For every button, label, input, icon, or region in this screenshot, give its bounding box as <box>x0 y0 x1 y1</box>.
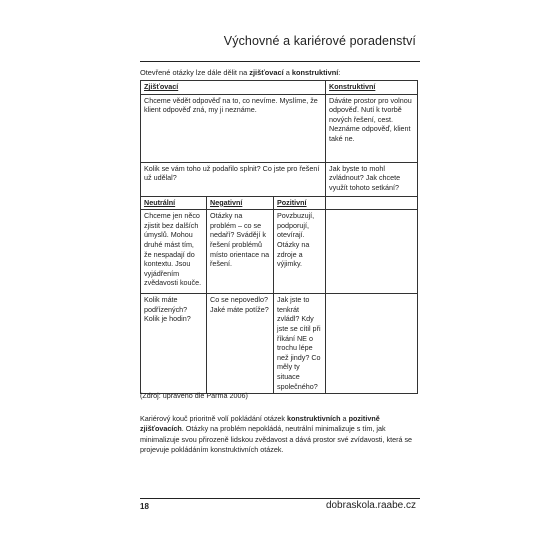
header-rule <box>140 61 420 62</box>
para-text-1: Kariérový kouč prioritně volí pokládání otázek <box>140 414 288 423</box>
table-subheader-row <box>141 196 418 210</box>
intro-term-konstruktivni: konstruktivní <box>291 68 339 77</box>
para-text-2: a <box>340 414 349 423</box>
empty-cell <box>326 196 418 210</box>
cell-neutralni-description: Chceme jen něco zjistit bez dalších úmyslů. Mohou druhé mást tím, že nespadají do kontextu. Jsou vyjádřením zvědavosti kouče. <box>141 210 207 294</box>
table-header-row <box>141 81 418 95</box>
header-konstruktivni: Konstruktivní <box>326 81 418 95</box>
subheader-pozitivni: Pozitivní <box>274 196 326 210</box>
intro-prefix: Otevřené otázky lze dále dělit na <box>140 68 250 77</box>
cell-neutralni-examples: Kolik máte podřízených? Kolik je hodin? <box>141 294 207 394</box>
cell-negativni-description: Otázky na problém – co se nedaří? Svádějí k řešení problémů místo orientace na řešení. <box>207 210 274 294</box>
para-bold-konstruktivnich: konstruktivních <box>287 414 341 423</box>
subheader-neutralni: Neutrální <box>141 196 207 210</box>
intro-term-zjistovaci: zjišťovací <box>249 68 284 77</box>
source-note: (Zdroj: upraveno dle Parma 2006) <box>140 391 248 400</box>
subheader-negativni: Negativní <box>207 196 274 210</box>
cell-zjistovaci-description: Chceme vědět odpověď na to, co nevíme. Myslíme, že klient odpověď zná, my ji neznáme. <box>141 94 326 162</box>
footer-site-url: dobraskola.raabe.cz <box>325 500 416 511</box>
intro-suffix: : <box>338 68 341 77</box>
cell-konstruktivni-examples: Jak byste to mohl zvládnout? Jak chcete využít tohoto setkání? <box>326 162 418 196</box>
para-bold-pozitivne-zjistovacich: pozitivně zjišťovacích <box>140 414 380 434</box>
page-number: 18 <box>140 502 149 511</box>
table-row <box>141 94 418 162</box>
intro-middle: a <box>283 68 292 77</box>
cell-zjistovaci-examples: Kolik se vám toho už podařilo splnit? Co jste pro řešení už udělal? <box>141 162 326 196</box>
cell-negativni-examples: Co se nepovedlo? Jaké máte potíže? <box>207 294 274 394</box>
cell-pozitivni-examples: Jak jste to tenkrát zvládl? Kdy jste se cítil při říkání NE o trochu lépe než jindy? Co měly ty situace společného? <box>274 294 326 394</box>
book-page <box>140 14 420 536</box>
para-text-3: . Otázky na problém nepokládá, neutrální minimalizuje s tím, jak minimalizuje svou přirozeně lidskou zvědavost a dává prostor své zvídavosti, která se projevuje pokládáním konstruktivních otázek. <box>140 424 413 455</box>
header-zjistovaci: Zjišťovací <box>141 81 326 95</box>
footer-rule <box>140 498 420 499</box>
empty-cell <box>326 294 418 394</box>
cell-konstruktivni-description: Dáváte prostor pro volnou odpověď. Nutí k tvorbě nových řešení, cest. Neznáme odpověď, klient také ne. <box>326 94 418 162</box>
running-header: Výchovné a kariérové poradenství <box>223 34 416 48</box>
table-row <box>141 162 418 196</box>
cell-pozitivni-description: Povzbuzují, podporují, otevírají. Otázky na zdroje a výjimky. <box>274 210 326 294</box>
empty-cell <box>326 210 418 294</box>
body-paragraph <box>140 414 416 456</box>
intro-sentence <box>140 68 340 77</box>
table-row <box>141 210 418 294</box>
question-types-table <box>140 80 418 394</box>
table-row <box>141 294 418 394</box>
